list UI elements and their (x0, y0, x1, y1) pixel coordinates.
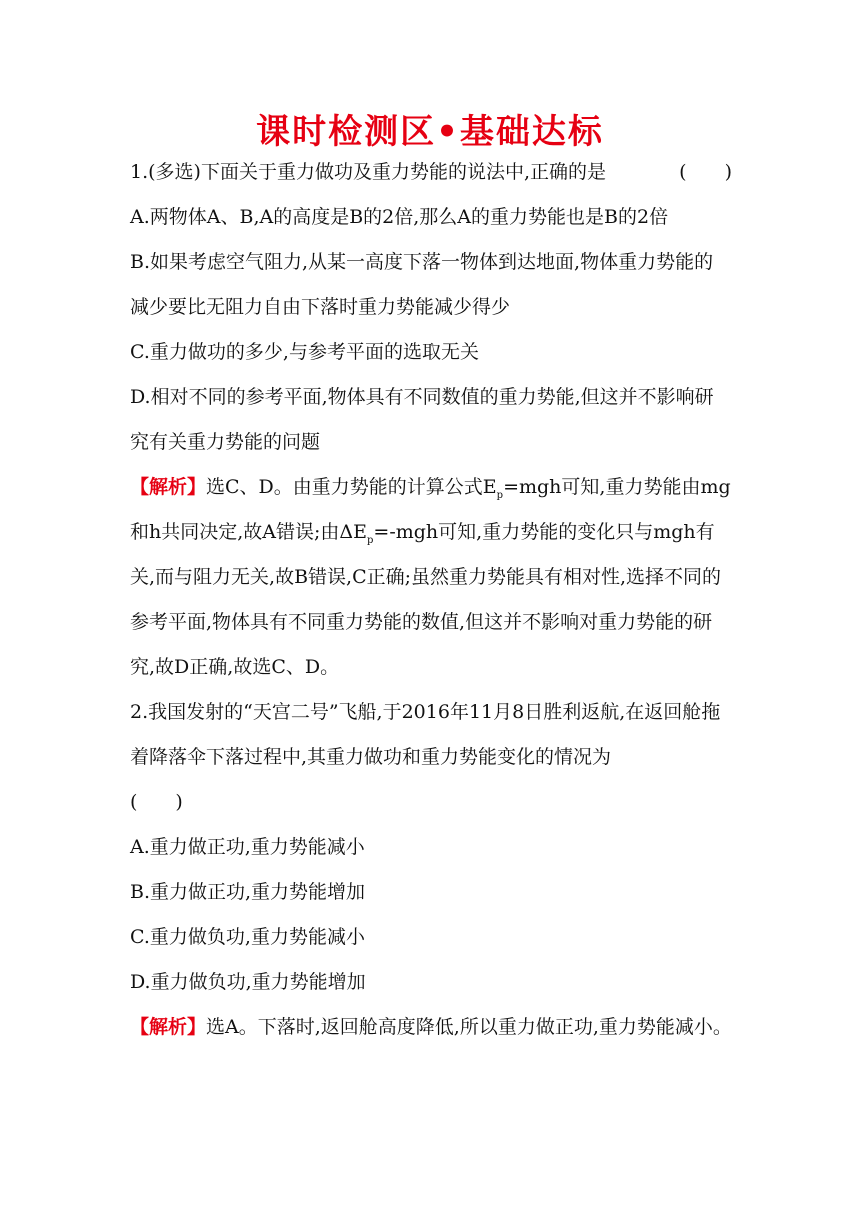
question-1-stem (130, 150, 732, 195)
subscript-p: p (496, 489, 504, 501)
q1-option-c: C.重力做功的多少,与参考平面的选取无关 (130, 341, 479, 363)
question-2-stem (130, 690, 732, 825)
subscript-p: p (367, 534, 374, 546)
q2-option-b: B.重力做正功,重力势能增加 (130, 881, 366, 903)
q1-option-d: D.相对不同的参考平面,物体具有不同数值的重力势能,但这并不影响研究有关重力势能的问题 (130, 386, 714, 453)
q2-analysis (130, 1005, 732, 1050)
q2-option-a: A.重力做正功,重力势能减小 (130, 836, 365, 858)
document-content (130, 150, 732, 1050)
analysis-text: =-mgh可知,重力势能的变化只与mgh有关,而与阻力无关,故B错误,C正确;虽然重力势能具有相对性,选择不同的参考平面,物体具有不同重力势能的数值,但这并不影响对重力势能的研究,故D正确,故选C、D。 (130, 521, 722, 678)
analysis-text: =mgh可知,重力势能由mg和h共同决定,故A错误;由ΔE (130, 476, 731, 543)
q2-option-d: D.重力做负功,重力势能增加 (130, 971, 366, 993)
analysis-text: 选C、D。由重力势能的计算公式E (206, 476, 497, 498)
q1-option-b: B.如果考虑空气阻力,从某一高度下落一物体到达地面,物体重力势能的减少要比无阻力自由下落时重力势能减少得少 (130, 251, 714, 318)
q1-option-a: A.两物体A、B,A的高度是B的2倍,那么A的重力势能也是B的2倍 (130, 206, 669, 228)
question-2-text: 2.我国发射的“天宫二号”飞船,于2016年11月8日胜利返航,在返回舱拖着降落伞下落过程中,其重力做功和重力势能变化的情况为 (130, 701, 721, 768)
analysis-text: 选A。下落时,返回舱高度降低,所以重力做正功,重力势能减小。 (206, 1016, 732, 1038)
analysis-tag: 【解析】 (130, 1016, 207, 1038)
question-1-text: 1.(多选)下面关于重力做功及重力势能的说法中,正确的是 (130, 161, 606, 183)
q2-option-c: C.重力做负功,重力势能减小 (130, 926, 365, 948)
analysis-tag: 【解析】 (130, 476, 207, 498)
answer-blank: ( ) (130, 791, 183, 813)
page-title: 课时检测区•基础达标 (256, 112, 604, 152)
q1-analysis (130, 465, 732, 690)
answer-blank: ( ) (679, 161, 732, 183)
